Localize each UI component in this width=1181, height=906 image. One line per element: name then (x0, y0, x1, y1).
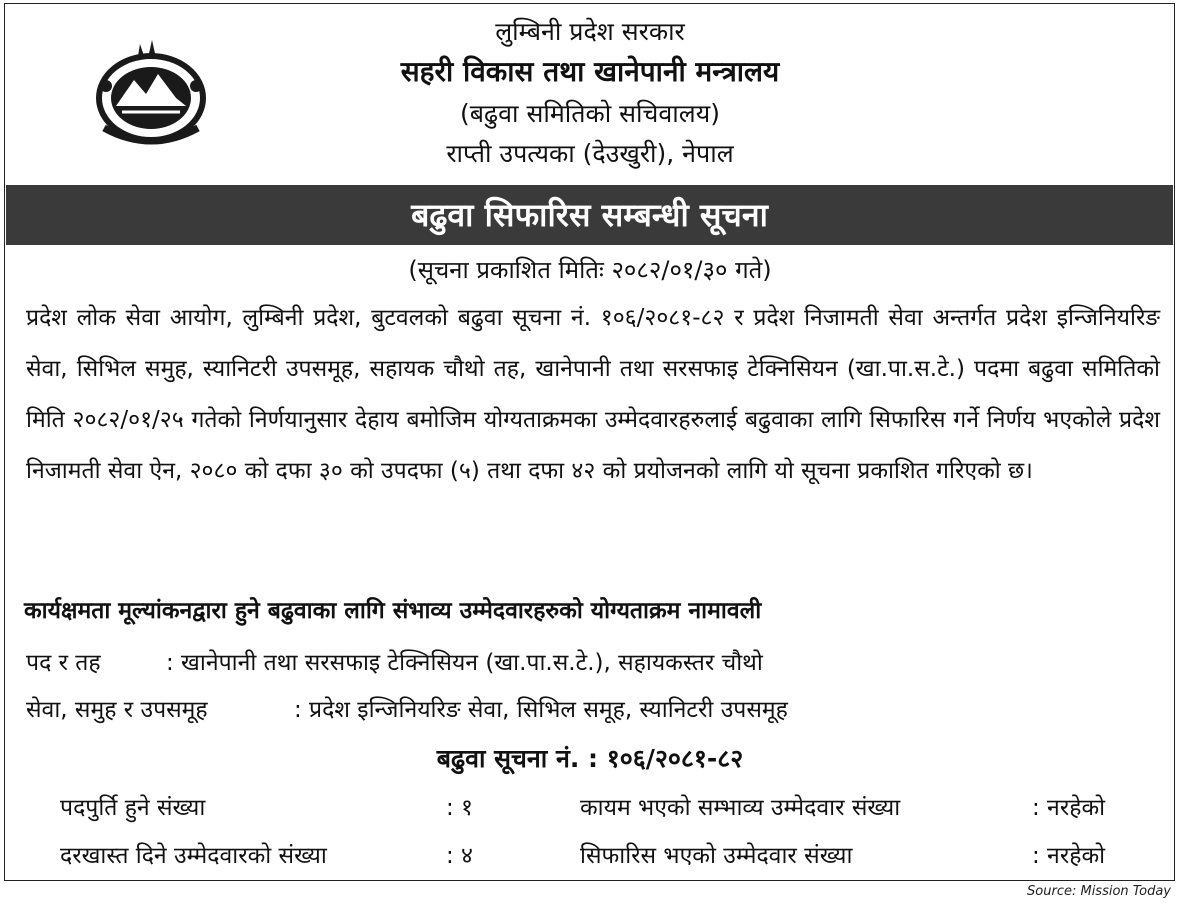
nepal-emblem-icon (86, 36, 216, 151)
notice-number: बढुवा सूचना नं. : १०६/२०८१-८२ (436, 744, 744, 773)
post-value: : खानेपानी तथा सरसफाइ टेक्निसियन (खा.पा.स.टे.), सहायकस्तर चौथो (166, 650, 763, 676)
service-value: : प्रदेश इन्जिनियरिङ सेवा, सिभिल समूह, स्यानिटरी उपसमूह (294, 697, 788, 723)
recommended-label: सिफारिस भएको उम्मेदवार संख्या (580, 843, 853, 869)
service-detail-row (26, 692, 788, 724)
notice-body-paragraph: प्रदेश लोक सेवा आयोग, लुम्बिनी प्रदेश, बुटवलको बढुवा सूचना नं. १०६/२०८१-८२ र प्रदेश निजामती सेवा अन्तर्गत प्रदेश इन्जिनियरिङ सेवा, सिभिल समुह, स्यानिटरी उपसमूह, सहायक चौथो तह, खानेपानी तथा सरसफाइ टेक्निसियन (खा.पा.स.टे.) पदमा बढुवा समितिको मिति २०८२/०१/२५ गतेको निर्णयानुसार देहाय बमोजिम योग्यताक्रमका उम्मेदवारहरुलाई बढुवाका लागि सिफारिस गर्ने निर्णय भएकोले प्रदेश निजामती सेवा ऐन, २०८० को दफा ३० को उपदफा (५) तथा दफा ४२ को प्रयोजनको लागि यो सूचना प्रकाशित गरिएको छ। (26, 305, 1160, 484)
applicants-label: दरखास्त दिने उम्मेदवारको संख्या (60, 843, 327, 869)
vacancies-value: : १ (446, 795, 474, 821)
applicants-value: : ४ (446, 843, 474, 869)
vacancies-label: पदपुर्ति हुने संख्या (60, 795, 206, 821)
notice-title-banner: बढुवा सिफारिस सम्बन्धी सूचना (6, 185, 1173, 245)
header-address: राप्ती उपत्यका (देउखुरी), नेपाल (446, 139, 734, 168)
recommended-value: : नरहेको (1032, 843, 1106, 869)
publication-date: (सूचना प्रकाशित मितिः २०८२/०१/३० गते) (408, 256, 772, 284)
source-caption: Source: Mission Today (1027, 884, 1171, 899)
post-detail-row (26, 645, 763, 677)
header-secretariat: (बढुवा समितिको सचिवालय) (460, 99, 720, 128)
header-ministry: सहरी विकास तथा खानेपानी मन्त्रालय (400, 55, 780, 88)
established-value: : नरहेको (1032, 795, 1106, 821)
post-label: पद र तह (26, 650, 101, 676)
service-label: सेवा, समुह र उपसमूह (26, 697, 208, 723)
header-province: लुम्बिनी प्रदेश सरकार (495, 17, 685, 46)
established-label: कायम भएको सम्भाव्य उम्मेदवार संख्या (580, 795, 901, 821)
candidate-list-title: कार्यक्षमता मूल्यांकनद्वारा हुने बढुवाका लागि संभाव्य उम्मेदवारहरुको योग्यताक्रम नामावली (24, 598, 762, 624)
